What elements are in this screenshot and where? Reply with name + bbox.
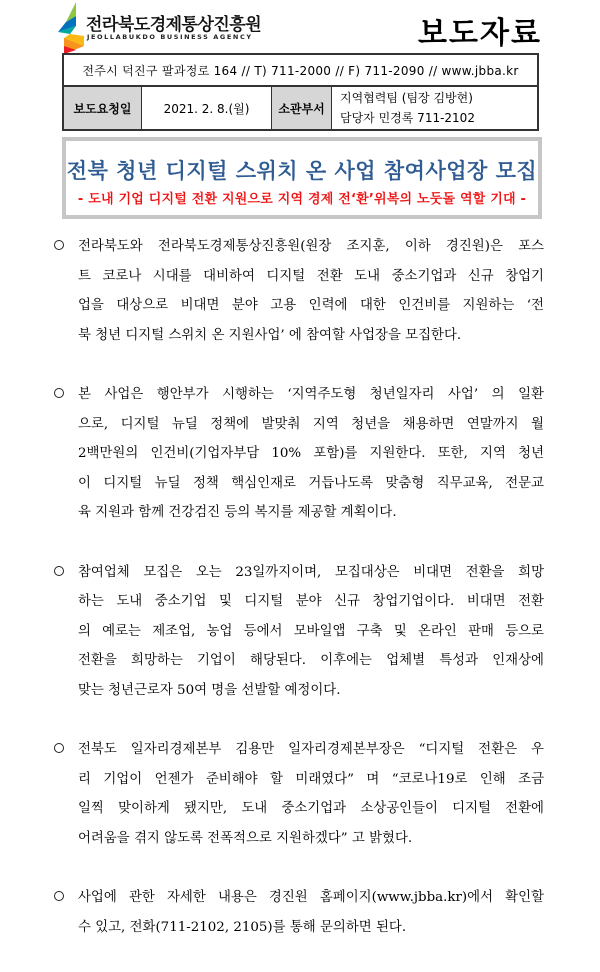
text-line: 육 지원과 함께 건강검진 등의 복지를 제공할 계획이다. (78, 505, 397, 521)
circle-bullet-icon (54, 743, 64, 753)
text-line: 전북도 일자리경제본부 김용만 일자리경제본부장은 “디지털 전환은 우 (78, 742, 544, 758)
doc-type-title: 보도자료 (418, 16, 542, 51)
text-line: 하는 도내 중소기업 및 디지털 분야 신규 창업기업이다. 비대면 전환 (78, 594, 544, 610)
text-line: 전라북도와 전라북도경제통상진흥원(원장 조지훈, 이하 경진원)은 포스 (78, 239, 544, 254)
address-line: 전주시 덕진구 팔과정로 164 // T) 711-2000 // F) 711-2090 // www.jbba.kr (63, 54, 538, 86)
request-date-label: 보도요청일 (63, 86, 142, 130)
text-line: 전환을 희망하는 기업이 해당된다. 이후에는 업체별 특성과 인재상에 (78, 653, 544, 669)
department-value (332, 86, 539, 130)
text-line: 의 예로는 제조업, 농업 등에서 모바일앱 구축 및 온라인 판매 등으로 (78, 623, 544, 639)
circle-bullet-icon (54, 566, 64, 576)
text-line: 북 청년 디지털 스위치 온 지원사업’ 에 참여할 사업장을 모집한다. (78, 327, 462, 343)
text-line: 맞는 청년근로자 50여 명을 선발할 예정이다. (78, 682, 341, 698)
headline-subtitle: - 도내 기업 디지털 전환 지원으로 지역 경제 전‘환’위복의 노둣돌 역할 기대 - (77, 192, 527, 207)
text-line: 수 있고, 전화(711-2102, 2105)를 통해 문의하면 된다. (78, 919, 407, 935)
circle-bullet-icon (54, 891, 64, 901)
text-line: 업을 대상으로 비대면 분야 고용 인력에 대한 인건비를 지원하는 ‘전 (78, 298, 544, 314)
request-date-value: 2021. 2. 8.(월) (142, 86, 272, 130)
circle-bullet-icon (54, 388, 64, 398)
headline-title: 전북 청년 디지털 스위치 온 사업 참여사업장 모집 (66, 159, 538, 183)
department-contact: 담당자 민경록 711-2102 (340, 111, 475, 125)
text-line: 트 코로나 시대를 대비하여 디지털 전환 도내 중소기업과 신규 창업기 (78, 268, 544, 284)
org-name: 전라북도경제통상진흥원 (86, 15, 262, 35)
department-team: 지역협력팀 (팀장 김방현) (340, 91, 473, 105)
paragraph-4 (54, 735, 544, 853)
text-line: 일찍 맞이하게 됐지만, 도내 중소기업과 소상공인들이 디지털 전환에 (78, 801, 544, 817)
text-line: 참여업체 모집은 오는 23일까지이며, 모집대상은 비대면 전환을 희망 (78, 564, 544, 580)
paragraph-5 (54, 883, 544, 942)
text-line: 리 기업이 언젠가 준비해야 할 미래였다” 며 “코로나19로 인해 조금 (78, 771, 544, 787)
press-info-table (62, 53, 539, 131)
circle-bullet-icon (54, 240, 64, 250)
article-body (54, 232, 544, 972)
text-line: 2백만원의 인건비(기업자부담 10% 포함)를 지원한다. 또한, 지역 청년 (78, 446, 544, 462)
text-line: 으로, 디지털 뉴딜 정책에 발맞춰 지역 청년을 채용하면 연말까지 월 (78, 416, 544, 432)
department-label: 소관부서 (272, 86, 332, 130)
paragraph-2 (54, 380, 544, 528)
agency-logo-icon (56, 2, 86, 54)
text-line: 이 디지털 뉴딜 정책 핵심인재로 거듭나도록 맞춤형 직무교육, 전문교 (78, 475, 544, 491)
text-line: 어려움을 겪지 않도록 전폭적으로 지원하겠다” 고 밝혔다. (78, 830, 413, 846)
text-line: 본 사업은 행안부가 시행하는 ‘지역주도형 청년일자리 사업’ 의 일환 (78, 386, 544, 402)
headline-box (62, 137, 542, 219)
paragraph-3 (54, 558, 544, 706)
text-line: 사업에 관한 자세한 내용은 경진원 홈페이지(www.jbba.kr)에서 확인할 (78, 890, 544, 906)
org-subtitle: JEOLLABUKDO BUSINESS AGENCY (87, 33, 253, 41)
paragraph-1 (54, 232, 544, 350)
